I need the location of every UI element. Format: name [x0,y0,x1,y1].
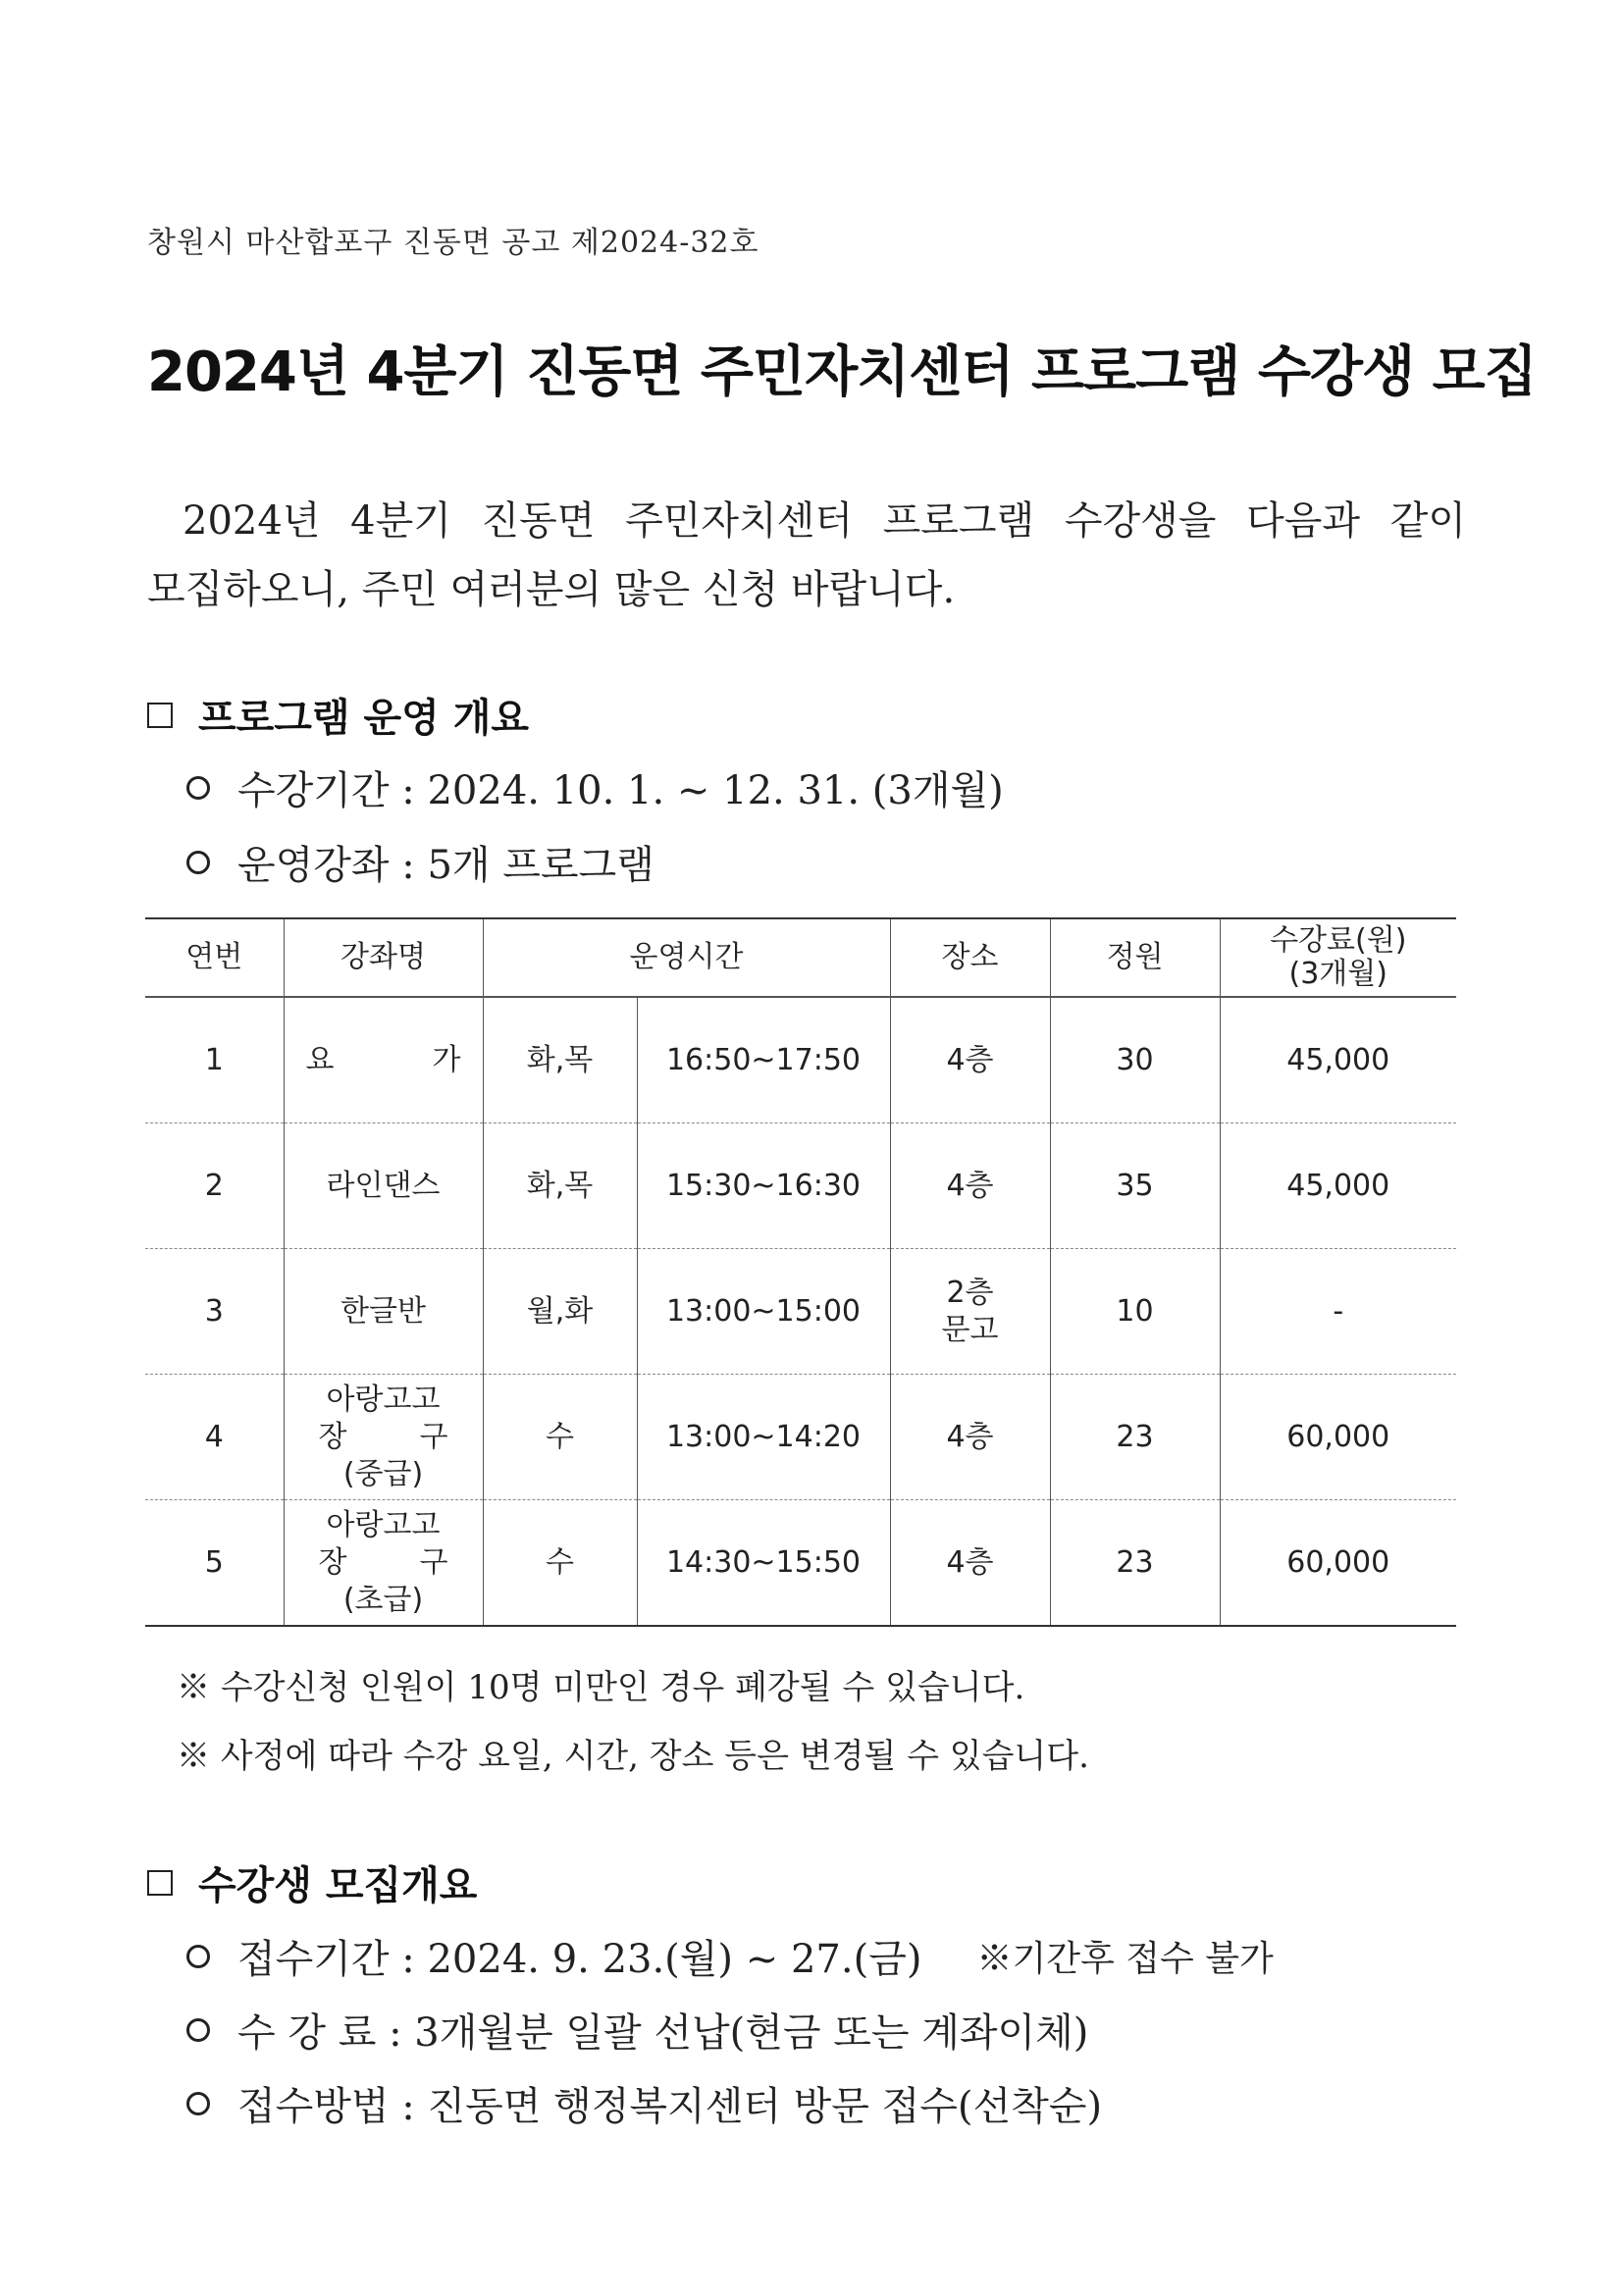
table-row [145,997,1456,1123]
bullet-course-period [186,759,1004,815]
cell-no: 2 [145,1123,284,1249]
cell-name: 한글반 [284,1249,483,1375]
header-name: 강좌명 [284,918,483,997]
note-changes: ※ 사정에 따라 수강 요일, 시간, 장소 등은 변경될 수 있습니다. [177,1737,1089,1776]
table-row [145,1500,1456,1627]
intro-paragraph [147,487,1466,624]
cell-days: 수 [483,1500,637,1627]
cell-name [284,997,483,1123]
cell-name-line2 [285,1419,483,1456]
header-time: 운영시간 [483,918,890,997]
cell-name-part: 장 [318,1544,347,1580]
program-table [145,917,1456,1627]
table-row [145,1123,1456,1249]
cell-name [284,1500,483,1627]
bullet-fee [186,2002,1088,2058]
cell-no: 5 [204,1544,224,1580]
cell-name-line3: (초급) [342,1582,424,1617]
cell-no: 4 [145,1375,284,1500]
cell-name-part: 구 [419,1419,448,1454]
header-capacity: 정원 [1050,918,1220,997]
cell-place: 4층 [890,1500,1050,1627]
circle-bullet-icon [186,2018,210,2042]
document-title: 2024년 4분기 진동면 주민자치센터 프로그램 수강생 모집 [147,340,1537,404]
cell-name [284,1375,483,1500]
cell-name-line1: 아랑고고 [326,1382,441,1417]
cell-place: 4층 [890,1375,1050,1500]
header-fee [1220,918,1456,997]
cell-capacity: 10 [1050,1249,1220,1375]
section-heading-text: 수강생 모집개요 [198,1863,478,1908]
cell-name-line2 [285,1544,483,1582]
bullet-note: ※기간후 접수 불가 [976,1939,1274,1979]
cell-fee: 60,000 [1220,1500,1456,1627]
intro-line-2: 모집하오니, 주민 여러분의 많은 신청 바랍니다. [147,567,956,612]
cell-fee: 60,000 [1220,1375,1456,1500]
bullet-application-period [186,1928,1274,1984]
cell-no: 1 [145,997,284,1123]
cell-time: 16:50~17:50 [637,997,890,1123]
cell-capacity: 23 [1050,1500,1220,1627]
cell-capacity: 23 [1050,1375,1220,1500]
cell-capacity: 35 [1050,1123,1220,1249]
cell-days: 화,목 [483,1123,637,1249]
cell-place: 4층 [890,997,1050,1123]
cell-name-part: 가 [432,1042,461,1077]
bullet-text: 접수기간 : 2024. 9. 23.(월) ~ 27.(금) [237,1937,922,1982]
header-place: 장소 [890,918,1050,997]
cell-place-line2: 문고 [941,1312,999,1347]
cell-no: 3 [145,1249,284,1375]
header-no: 연번 [145,918,284,997]
table-row [145,1249,1456,1375]
circle-bullet-icon [186,776,210,800]
cell-name-line3: (중급) [342,1456,424,1491]
cell-name: 라인댄스 [284,1123,483,1249]
cell-days: 화,목 [483,997,637,1123]
cell-place-line1: 2층 [946,1275,994,1310]
note-cancellation: ※ 수강신청 인원이 10명 미만인 경우 폐강될 수 있습니다. [177,1668,1025,1707]
cell-time: 13:00~14:20 [637,1375,890,1500]
cell-name-line1: 아랑고고 [326,1507,441,1542]
bullet-text: 수강기간 : 2024. 10. 1. ~ 12. 31. (3개월) [237,768,1004,813]
header-fee-line2: (3개월) [1288,957,1387,991]
cell-time: 13:00~15:00 [637,1249,890,1375]
square-bullet-icon [147,1870,173,1896]
cell-capacity: 30 [1050,997,1220,1123]
bullet-method [186,2075,1102,2131]
circle-bullet-icon [186,2092,210,2115]
table-row [145,1375,1456,1500]
cell-time: 14:30~15:50 [637,1500,890,1627]
notice-number: 창원시 마산합포구 진동면 공고 제2024-32호 [147,226,759,260]
cell-fee: 45,000 [1220,1123,1456,1249]
square-bullet-icon [147,703,173,728]
circle-bullet-icon [186,1945,210,1968]
section-heading-text: 프로그램 운영 개요 [198,696,529,741]
cell-fee: - [1220,1249,1456,1375]
cell-time: 15:30~16:30 [637,1123,890,1249]
intro-line-1: 2024년 4분기 진동면 주민자치센터 프로그램 수강생을 다음과 같이 [183,498,1466,544]
bullet-courses [186,834,654,890]
bullet-text: 운영강좌 : 5개 프로그램 [237,843,654,888]
cell-place: 4층 [890,1123,1050,1249]
bullet-text: 접수방법 : 진동면 행정복지센터 방문 접수(선착순) [237,2084,1103,2129]
bullet-text: 수 강 료 : 3개월분 일괄 선납(현금 또는 계좌이체) [237,2010,1089,2056]
cell-days: 월,화 [483,1249,637,1375]
header-fee-line1: 수강료(원) [1270,923,1407,958]
table-header-row [145,918,1456,997]
cell-place [890,1249,1050,1375]
cell-days: 수 [483,1375,637,1500]
section-heading-recruitment [147,1854,477,1910]
cell-fee: 45,000 [1220,997,1456,1123]
cell-name-part: 요 [305,1042,335,1077]
section-heading-program-overview [147,687,529,743]
cell-name-part: 장 [318,1419,347,1454]
cell-name-part: 구 [419,1544,448,1580]
circle-bullet-icon [186,851,210,874]
